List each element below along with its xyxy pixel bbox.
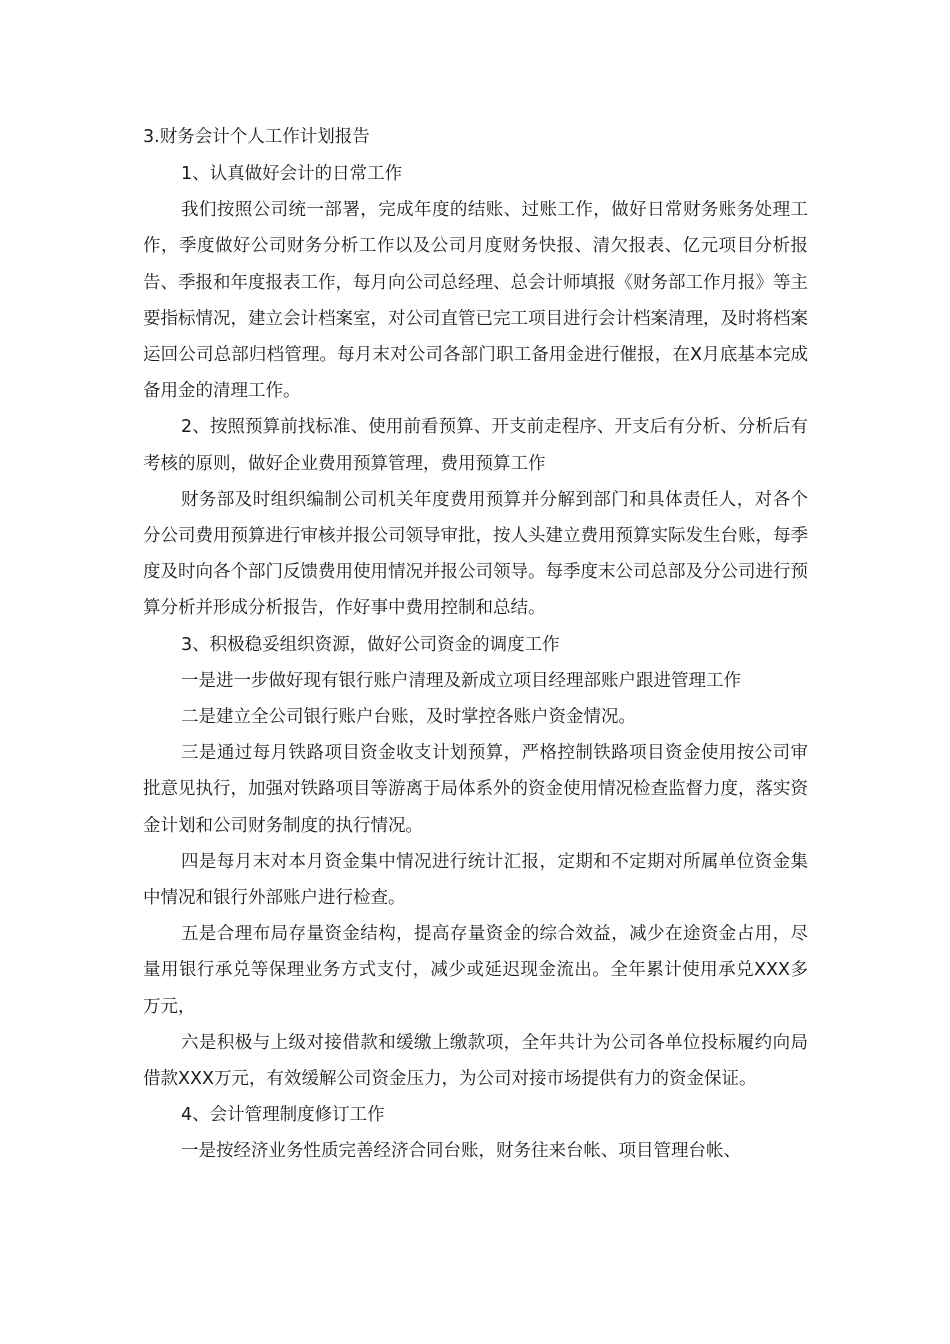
list-item-4: 四是每月末对本月资金集中情况进行统计汇报，定期和不定期对所属单位资金集中情况和银行外部账户进行检查。 xyxy=(143,851,808,909)
list-item-6: 六是积极与上级对接借款和缓缴上缴款项，全年共计为公司各单位投标履约向局借款XXX万元，有效缓解公司资金压力，为公司对接市场提供有力的资金保证。 xyxy=(143,1032,808,1090)
list-item-5: 五是合理布局存量资金结构，提高存量资金的综合效益，减少在途资金占用，尽量用银行承兑等保理业务方式支付，减少或延迟现金流出。全年累计使用承兑XXX多万元， xyxy=(143,924,808,1017)
paragraph-daily-accounting: 我们按照公司统一部署，完成年度的结账、过账工作，做好日常财务账务处理工作，季度做好公司财务分析工作以及公司月度财务快报、清欠报表、亿元项目分析报告、季报和年度报表工作，每月向公司总经理、总会计师填报《财务部工作月报》等主要指标情况，建立会计档案室，对公司直管已完工项目进行会计档案清理，及时将档案运回公司总部归档管理。每月末对公司各部门职工备用金进行催报，在X月底基本完成备用金的清理工作。 xyxy=(143,200,808,402)
section-heading-3: 3、积极稳妥组织资源，做好公司资金的调度工作 xyxy=(181,634,560,655)
section-heading-1: 1、认真做好会计的日常工作 xyxy=(181,164,403,184)
list-item-2: 二是建立全公司银行账户台账，及时掌控各账户资金情况。 xyxy=(181,707,636,728)
document-body xyxy=(143,118,808,1170)
list-item-1: 一是进一步做好现有银行账户清理及新成立项目经理部账户跟进管理工作 xyxy=(181,670,741,691)
paragraph-budget: 财务部及时组织编制公司机关年度费用预算并分解到部门和具体责任人，对各个分公司费用预算进行审核并报公司领导审批，按人头建立费用预算实际发生台账，每季度及时向各个部门反馈费用使用情况并报公司领导。每季度末公司总部及分公司进行预算分析并形成分析报告，作好事中费用控制和总结。 xyxy=(143,489,808,619)
list-item-3: 三是通过每月铁路项目资金收支计划预算，严格控制铁路项目资金使用按公司审批意见执行，加强对铁路项目等游离于局体系外的资金使用情况检查监督力度，落实资金计划和公司财务制度的执行情况。 xyxy=(143,743,808,836)
section-heading-4: 4、会计管理制度修订工作 xyxy=(181,1105,385,1126)
section-heading-2: 2、按照预算前找标准、使用前看预算、开支前走程序、开支后有分析、分析后有考核的原则，做好企业费用预算管理，费用预算工作 xyxy=(143,417,808,474)
document-title: 3.财务会计个人工作计划报告 xyxy=(143,127,370,147)
list-item-7: 一是按经济业务性质完善经济合同台账，财务往来台帐、项目管理台帐、 xyxy=(181,1141,741,1162)
